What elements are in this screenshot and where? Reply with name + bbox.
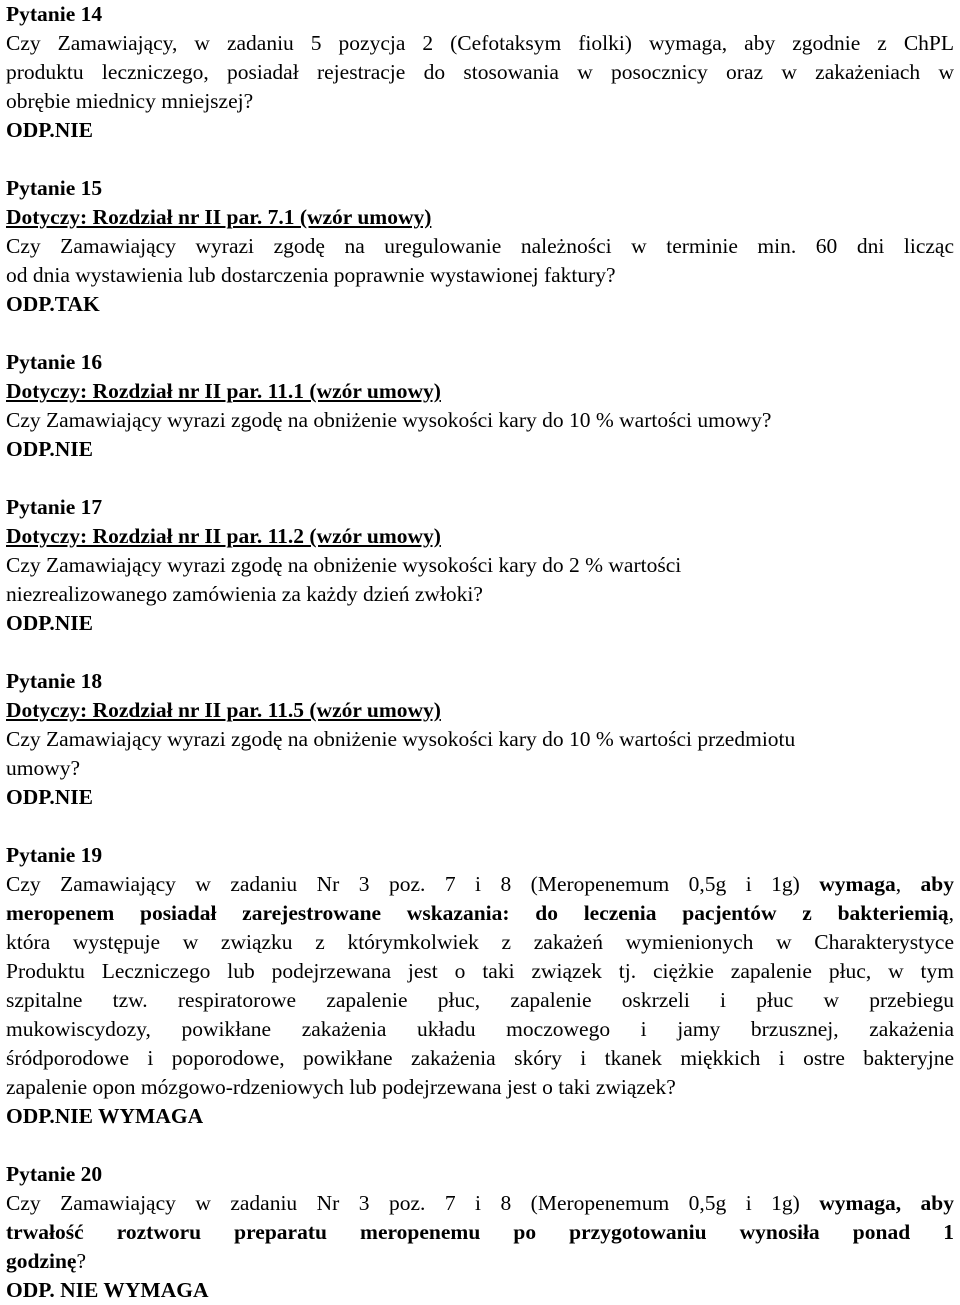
question-reference-text: Dotyczy: Rozdział nr II par. 11.1 (wzór umowy) [6, 379, 441, 403]
question-text-part: ? [76, 1249, 87, 1273]
answer: ODP.NIE [6, 785, 94, 809]
question-text-line: mukowiscydozy, powikłane zakażenia układu moczowego i jamy brzusznej, zakażenia [6, 1017, 954, 1041]
question-title: Pytanie 19 [6, 843, 103, 867]
question-text-line: Czy Zamawiający wyrazi zgodę na obniżenie wysokości kary do 2 % wartości [6, 553, 682, 577]
question-text-line: zapalenie opon mózgowo-rdzeniowych lub podejrzewana jest o taki związek? [6, 1075, 676, 1099]
question-reference [6, 522, 954, 551]
question-text-line: umowy? [6, 756, 81, 780]
question-text-bold: aby [920, 872, 955, 896]
question-reference [6, 377, 954, 406]
question-text-bold: wymaga, aby [819, 1191, 954, 1215]
question-text-line: która występuje w związku z którymkolwiek z zakażeń wymienionych w Charakterystyce [6, 930, 954, 954]
question-reference [6, 203, 954, 232]
question-18 [6, 667, 954, 812]
answer: ODP.TAK [6, 292, 100, 316]
question-20 [6, 1160, 954, 1305]
question-title: Pytanie 17 [6, 495, 103, 519]
question-text-bold: godzinę [6, 1249, 77, 1273]
question-text-part: Czy Zamawiający w zadaniu Nr 3 poz. 7 i 8 (Meropenemum 0,5g i 1g) [6, 872, 820, 896]
question-text-line [6, 870, 954, 899]
question-17 [6, 493, 954, 638]
question-reference-text: Dotyczy: Rozdział nr II par. 11.2 (wzór umowy) [6, 524, 441, 548]
question-reference [6, 696, 954, 725]
question-text-line: Czy Zamawiający wyrazi zgodę na obniżenie wysokości kary do 10 % wartości umowy? [6, 408, 772, 432]
question-text-part: , [948, 901, 954, 925]
question-reference-text: Dotyczy: Rozdział nr II par. 7.1 (wzór umowy) [6, 205, 432, 229]
question-text-line [6, 1247, 954, 1276]
question-text-line: niezrealizowanego zamówienia za każdy dzień zwłoki? [6, 582, 483, 606]
question-text-line [6, 899, 954, 928]
question-title: Pytanie 20 [6, 1162, 103, 1186]
question-16 [6, 348, 954, 464]
question-text-bold: wymaga [819, 872, 896, 896]
question-text-line: obrębie miednicy mniejszej? [6, 89, 254, 113]
question-title: Pytanie 16 [6, 350, 103, 374]
question-text-line: szpitalne tzw. respiratorowe zapalenie płuc, zapalenie oskrzeli i płuc w przebiegu [6, 988, 954, 1012]
answer: ODP.NIE [6, 611, 94, 635]
question-19 [6, 841, 954, 1131]
question-14 [6, 0, 954, 145]
question-text-line: Produktu Leczniczego lub podejrzewana jest o taki związek tj. ciężkie zapalenie płuc, w tym [6, 959, 954, 983]
question-text-line: Czy Zamawiający wyrazi zgodę na uregulowanie należności w terminie min. 60 dni licząc [6, 234, 954, 258]
question-text-part: Czy Zamawiający w zadaniu Nr 3 poz. 7 i 8 (Meropenemum 0,5g i 1g) [6, 1191, 820, 1215]
question-text-line: od dnia wystawienia lub dostarczenia poprawnie wystawionej faktury? [6, 263, 616, 287]
answer: ODP. NIE WYMAGA [6, 1278, 209, 1302]
question-text-bold: meropenem posiadał zarejestrowane wskazania: do leczenia pacjentów z bakteriemią [6, 901, 949, 925]
answer: ODP.NIE [6, 437, 94, 461]
question-title: Pytanie 18 [6, 669, 103, 693]
question-title: Pytanie 14 [6, 2, 103, 26]
question-text-bold-line: trwałość roztworu preparatu meropenemu po przygotowaniu wynosiła ponad 1 [6, 1220, 954, 1244]
question-text-line [6, 1189, 954, 1218]
question-text-line: produktu leczniczego, posiadał rejestracje do stosowania w posocznicy oraz w zakażeniach w [6, 60, 954, 84]
question-text-line: śródporodowe i poporodowe, powikłane zakażenia skóry i tkanek miękkich i ostre bakteryjne [6, 1046, 954, 1070]
question-15 [6, 174, 954, 319]
question-reference-text: Dotyczy: Rozdział nr II par. 11.5 (wzór umowy) [6, 698, 441, 722]
question-text-line: Czy Zamawiający wyrazi zgodę na obniżenie wysokości kary do 10 % wartości przedmiotu [6, 727, 796, 751]
question-text-part: , [895, 872, 921, 896]
question-text-line: Czy Zamawiający, w zadaniu 5 pozycja 2 (Cefotaksym fiolki) wymaga, aby zgodnie z ChPL [6, 31, 954, 55]
answer: ODP.NIE WYMAGA [6, 1104, 204, 1128]
question-title: Pytanie 15 [6, 176, 103, 200]
answer: ODP.NIE [6, 118, 94, 142]
